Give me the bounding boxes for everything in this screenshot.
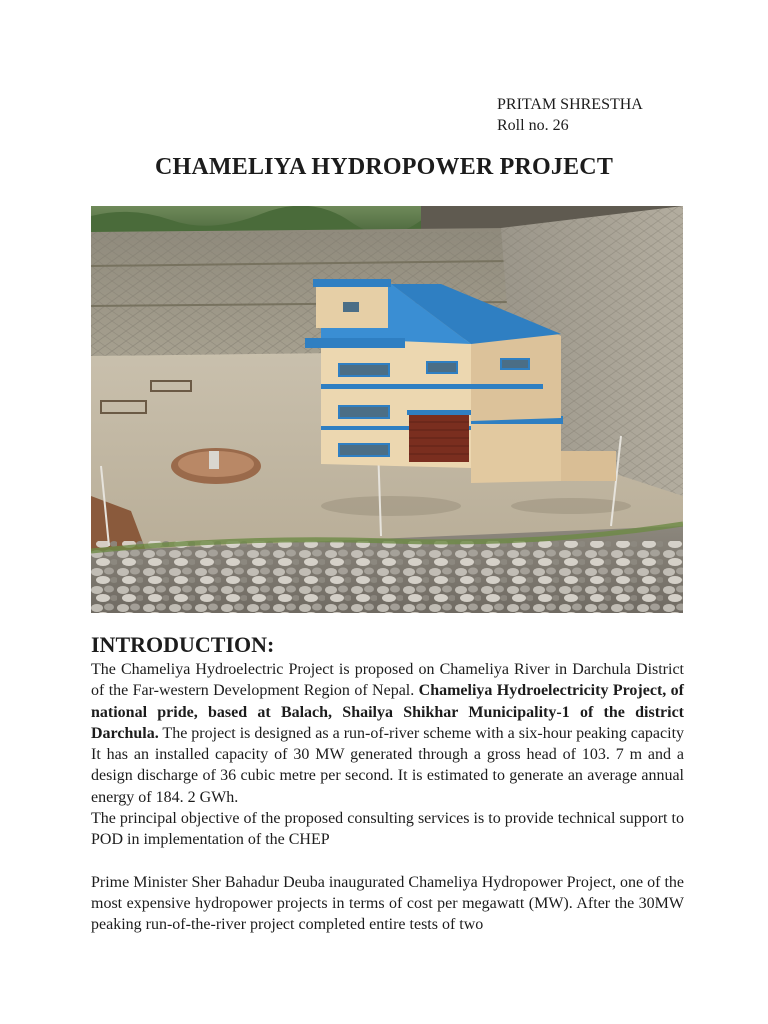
intro-paragraph-3: Prime Minister Sher Bahadur Deuba inaugurated Chameliya Hydropower Project, one of the most expensive hydropower projects in terms of cost per megawatt (MW). After the 30MW peaking run-of-the-river project completed entire tests of two [91, 873, 684, 934]
intro-paragraph-2: The principal objective of the proposed consulting services is to provide technical support to POD in implementation of the CHEP [91, 810, 684, 849]
introduction-body [91, 659, 684, 936]
powerhouse-photo [91, 206, 683, 613]
intro-p1-text-a: The Chameliya Hydroelectric Project is proposed on Chameliya River in Darchula District of the Far-western Development Region of Nepal. [91, 661, 684, 700]
intro-p1-text-b: The project is designed as a run-of-river scheme with a six-hour peaking capacity It has an installed capacity of 30 MW generated through a gross head of 103. 7 m and a design discharge of 36 cubic metre per second. It is estimated to generate an average annual energy of 184. 2 GWh. [91, 724, 685, 806]
intro-p1-bold-text: Chameliya Hydroelectricity Project, of national pride, based at Balach, Shailya Shikhar Municipality-1 of the district Darchula. [91, 682, 685, 742]
author-block [497, 94, 643, 136]
author-name: PRITAM SHRESTHA [497, 96, 643, 113]
roll-number: Roll no. 26 [497, 117, 569, 134]
document-title: CHAMELIYA HYDROPOWER PROJECT [154, 154, 614, 180]
section-heading: INTRODUCTION: [91, 632, 275, 657]
intro-paragraph-1 [91, 659, 684, 808]
